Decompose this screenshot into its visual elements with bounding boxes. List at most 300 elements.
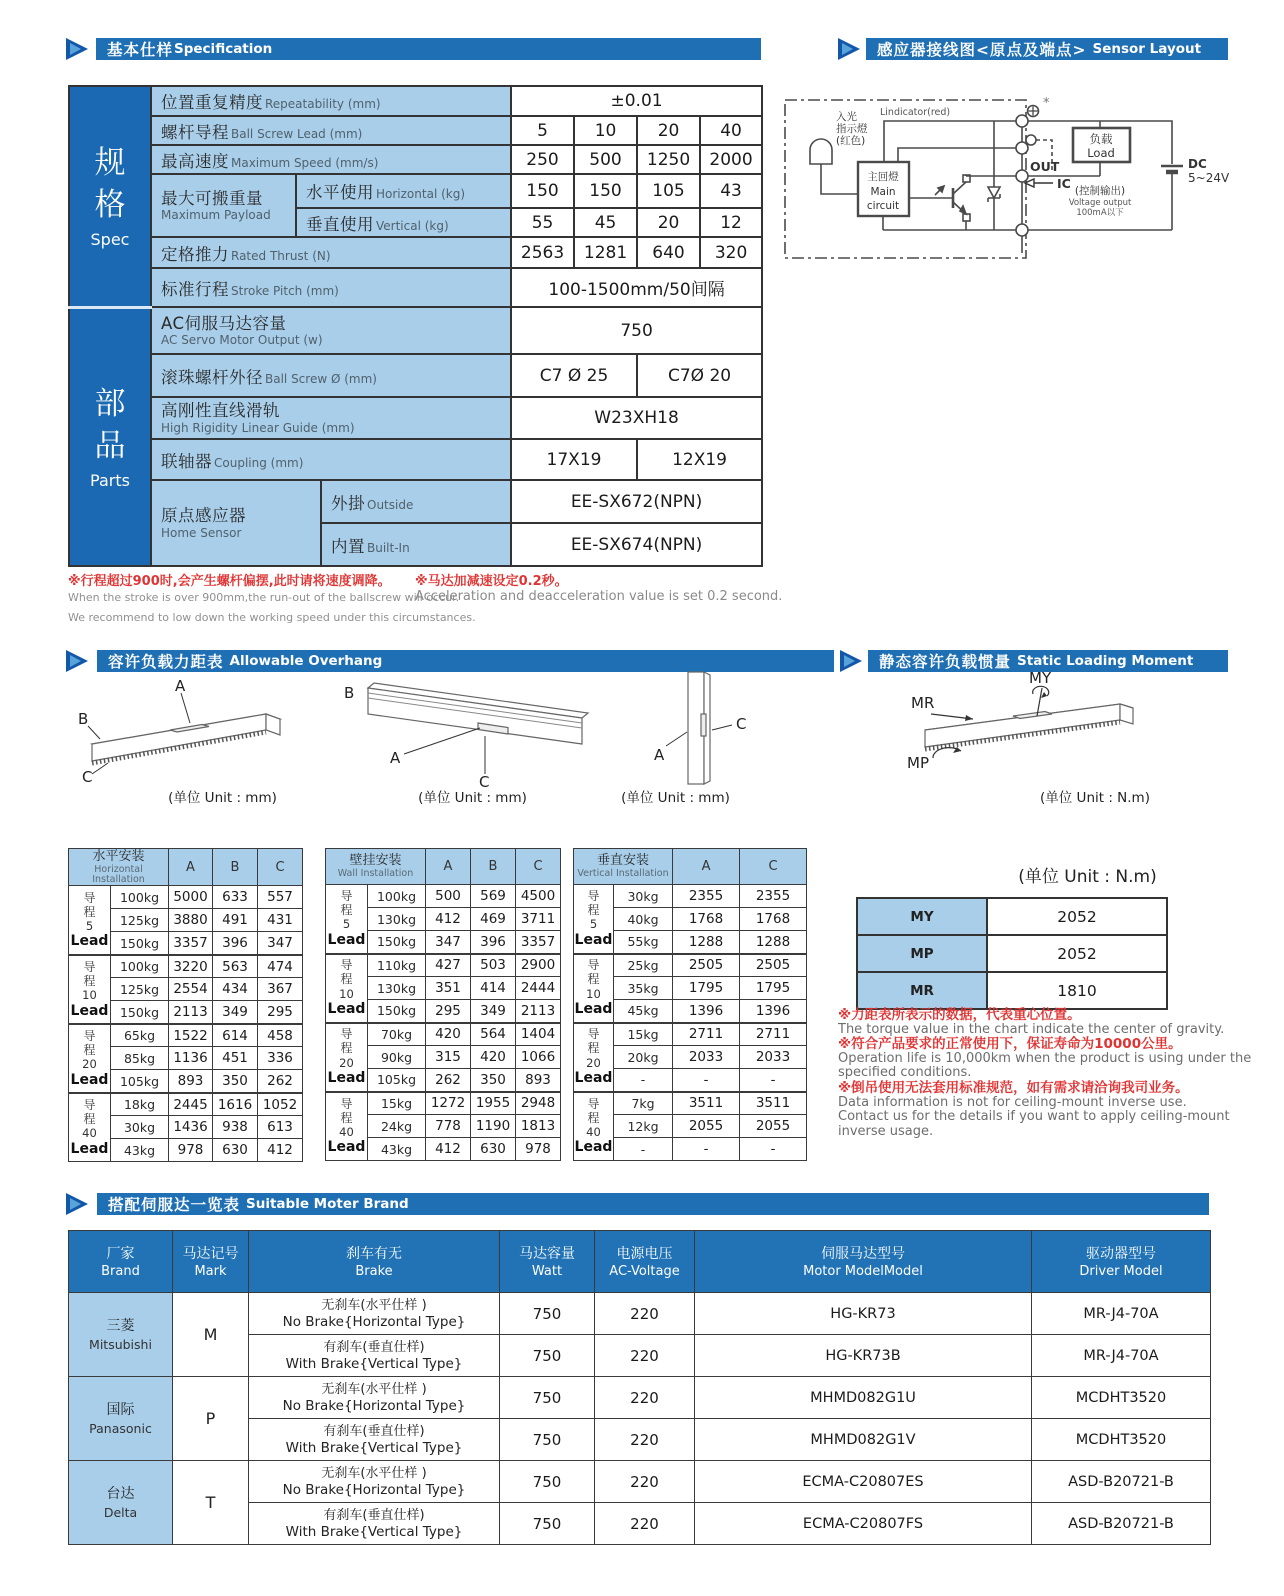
value-cell: 20 bbox=[637, 116, 700, 145]
note-en: inverse usage. bbox=[838, 1123, 934, 1139]
row-label: 定格推力 Rated Thrust (N) bbox=[151, 237, 511, 268]
section-title-en: Allowable Overhang bbox=[229, 653, 383, 669]
payload-weight-cell: 100kg bbox=[368, 885, 426, 908]
overhang-value-cell: 3511 bbox=[740, 1092, 807, 1115]
voltage-cell: 220 bbox=[595, 1335, 695, 1377]
moment-value: 2052 bbox=[987, 898, 1167, 935]
overhang-value-cell: 563 bbox=[213, 955, 258, 978]
label-A: A bbox=[654, 746, 665, 764]
watt-cell: 750 bbox=[500, 1503, 595, 1545]
overhang-value-cell: - bbox=[740, 1138, 807, 1161]
overhang-value-cell: 2033 bbox=[673, 1046, 740, 1069]
label-B: B bbox=[78, 710, 89, 728]
driver-model-cell: MCDHT3520 bbox=[1032, 1419, 1211, 1461]
value-cell: C7Ø 20 bbox=[637, 354, 762, 397]
overhang-value-cell: 414 bbox=[471, 977, 516, 1000]
driver-model-cell: MR-J4-70A bbox=[1032, 1335, 1211, 1377]
overhang-col-header-A: A bbox=[673, 849, 740, 885]
value-cell: 500 bbox=[574, 145, 637, 174]
unit-label-mm: (单位 Unit : mm) bbox=[418, 790, 527, 806]
overhang-value-cell: 5000 bbox=[169, 886, 213, 909]
value-cell: 17X19 bbox=[511, 439, 637, 480]
overhang-col-header-A: A bbox=[426, 849, 471, 885]
overhang-value-cell: 3220 bbox=[169, 955, 213, 978]
svg-text:(控制输出): (控制输出) bbox=[1074, 185, 1126, 197]
label-MY: MY bbox=[1029, 670, 1052, 687]
static-moment-notes bbox=[838, 1007, 1252, 1139]
payload-weight-cell: 24kg bbox=[368, 1115, 426, 1138]
value-cell: 43 bbox=[700, 174, 762, 208]
overhang-value-cell: 630 bbox=[213, 1139, 258, 1162]
overhang-value-cell: 2445 bbox=[169, 1093, 213, 1116]
spec-note-en-right: Acceleration and deacceleration value is set 0.2 second. bbox=[415, 589, 783, 604]
driver-model-cell: MCDHT3520 bbox=[1032, 1377, 1211, 1419]
label-C: C bbox=[736, 715, 747, 733]
svg-text:Main: Main bbox=[870, 186, 896, 198]
motor-model-cell: HG-KR73B bbox=[695, 1335, 1032, 1377]
lead-group-label: 导 程 40 Lead bbox=[69, 1093, 111, 1162]
overhang-value-cell: 367 bbox=[258, 978, 303, 1001]
note-zh: ※力距表所表示的数据，代表重心位置。 bbox=[838, 1007, 1081, 1023]
payload-weight-cell: 45kg bbox=[614, 1000, 673, 1023]
overhang-value-cell: 2900 bbox=[516, 954, 561, 977]
moment-value: 1810 bbox=[987, 972, 1167, 1009]
lead-group-label: 导 程 20 Lead bbox=[69, 1024, 111, 1093]
overhang-table-wall bbox=[325, 848, 561, 1161]
motor-model-cell: ECMA-C20807ES bbox=[695, 1461, 1032, 1503]
overhang-value-cell: 569 bbox=[471, 885, 516, 908]
brake-cell: 有刹车(垂直仕样) With Brake{Vertical Type} bbox=[249, 1335, 500, 1377]
indicator-label: Lindicator(red) bbox=[880, 107, 951, 118]
mark-cell: P bbox=[173, 1377, 249, 1461]
row-sublabel: 内置 Built-In bbox=[321, 523, 511, 566]
static-moment-diagram bbox=[895, 670, 1180, 784]
voltage-cell: 220 bbox=[595, 1503, 695, 1545]
voltage-cell: 220 bbox=[595, 1293, 695, 1335]
overhang-value-cell: 396 bbox=[471, 931, 516, 954]
overhang-value-cell: 431 bbox=[258, 909, 303, 932]
overhang-value-cell: 2948 bbox=[516, 1092, 561, 1115]
overhang-value-cell: 1190 bbox=[471, 1115, 516, 1138]
payload-weight-cell: 125kg bbox=[111, 909, 169, 932]
overhang-value-cell: 2711 bbox=[673, 1023, 740, 1046]
overhang-value-cell: 1522 bbox=[169, 1024, 213, 1047]
note-en: Data information is not for ceiling-mount inverse use. bbox=[838, 1094, 1187, 1110]
payload-weight-cell: 90kg bbox=[368, 1046, 426, 1069]
overhang-value-cell: 3511 bbox=[673, 1092, 740, 1115]
section-title-en: Suitable Moter Brand bbox=[246, 1196, 409, 1212]
overhang-value-cell: 2055 bbox=[740, 1115, 807, 1138]
value-cell: 100-1500mm/50间隔 bbox=[511, 268, 762, 307]
section-arrow-icon bbox=[838, 649, 864, 673]
section-arrow-icon bbox=[836, 37, 862, 61]
overhang-value-cell: 893 bbox=[169, 1070, 213, 1093]
section-header-specification bbox=[96, 38, 761, 60]
overhang-col-header-B: B bbox=[471, 849, 516, 885]
note-en: Contact us for the details if you want to apply ceiling-mount bbox=[838, 1109, 1230, 1125]
label-A: A bbox=[390, 749, 401, 767]
unit-label-nm: (单位 Unit : N.m) bbox=[1040, 790, 1150, 806]
mark-cell: M bbox=[173, 1293, 249, 1377]
svg-text:IC: IC bbox=[1057, 176, 1071, 191]
section-title-zh: 容许负载力距表 bbox=[108, 653, 224, 671]
overhang-value-cell: 1795 bbox=[740, 977, 807, 1000]
value-cell: EE-SX672(NPN) bbox=[511, 480, 762, 523]
overhang-value-cell: 3357 bbox=[169, 932, 213, 955]
overhang-value-cell: 500 bbox=[426, 885, 471, 908]
watt-cell: 750 bbox=[500, 1377, 595, 1419]
overhang-value-cell: 412 bbox=[426, 908, 471, 931]
lead-group-label: 导 程 10 Lead bbox=[326, 954, 368, 1023]
static-moment-table bbox=[856, 897, 1168, 1010]
motor-model-cell: MHMD082G1V bbox=[695, 1419, 1032, 1461]
row-label: 标准行程 Stroke Pitch (mm) bbox=[151, 268, 511, 307]
row-label: 最大可搬重量 Maximum Payload bbox=[151, 174, 296, 237]
lead-group-label: 导 程 20 Lead bbox=[574, 1023, 614, 1092]
payload-weight-cell: 55kg bbox=[614, 931, 673, 954]
section-title-en: Sensor Layout bbox=[1092, 41, 1202, 57]
overhang-value-cell: 1288 bbox=[740, 931, 807, 954]
overhang-value-cell: 2033 bbox=[740, 1046, 807, 1069]
section-header-motor-brand bbox=[97, 1193, 1209, 1215]
lead-group-label: 导 程 5 Lead bbox=[326, 885, 368, 954]
svg-text:主回燈: 主回燈 bbox=[867, 171, 899, 183]
overhang-value-cell: 469 bbox=[471, 908, 516, 931]
brand-cell: 国际 Panasonic bbox=[69, 1377, 173, 1461]
value-cell: 55 bbox=[511, 208, 574, 237]
value-cell: 20 bbox=[637, 208, 700, 237]
note-en: Operation life is 10,000km when the product is using under the bbox=[838, 1050, 1252, 1066]
label-B: B bbox=[344, 684, 355, 702]
payload-weight-cell: 150kg bbox=[111, 932, 169, 955]
spec-note-en1: When the stroke is over 900mm,the run-out of the ballscrew will occur. bbox=[68, 591, 460, 604]
value-cell: 1281 bbox=[574, 237, 637, 268]
payload-weight-cell: 43kg bbox=[368, 1138, 426, 1161]
svg-text:Load: Load bbox=[1087, 146, 1115, 160]
svg-text:Voltage output: Voltage output bbox=[1068, 198, 1132, 208]
payload-weight-cell: 30kg bbox=[614, 885, 673, 908]
overhang-table-title: 垂直安装 Vertical Installation bbox=[574, 849, 673, 885]
row-label: AC伺服马达容量 AC Servo Motor Output (w) bbox=[151, 307, 511, 354]
overhang-value-cell: 633 bbox=[213, 886, 258, 909]
section-title-zh: 基本仕样 bbox=[107, 41, 174, 59]
overhang-value-cell: 1066 bbox=[516, 1046, 561, 1069]
col-header-brake: 刹车有无 Brake bbox=[249, 1231, 500, 1293]
value-cell: 2000 bbox=[700, 145, 762, 174]
label-C: C bbox=[82, 768, 93, 786]
overhang-value-cell: 1436 bbox=[169, 1116, 213, 1139]
overhang-value-cell: 1768 bbox=[673, 908, 740, 931]
svg-text:100mA以下: 100mA以下 bbox=[1076, 208, 1124, 218]
moment-value: 2052 bbox=[987, 935, 1167, 972]
motor-model-cell: ECMA-C20807FS bbox=[695, 1503, 1032, 1545]
brake-cell: 无刹车(水平仕样 ) No Brake{Horizontal Type} bbox=[249, 1377, 500, 1419]
note-en: The torque value in the chart indicate the center of gravity. bbox=[838, 1021, 1225, 1037]
overhang-value-cell: 351 bbox=[426, 977, 471, 1000]
section-title-zh: 静态容许负载惯量 bbox=[879, 653, 1012, 671]
section-header-sensor-layout bbox=[866, 38, 1228, 60]
overhang-value-cell: 1396 bbox=[673, 1000, 740, 1023]
overhang-value-cell: 336 bbox=[258, 1047, 303, 1070]
value-cell: 640 bbox=[637, 237, 700, 268]
svg-text:入光: 入光 bbox=[836, 111, 857, 123]
overhang-value-cell: 315 bbox=[426, 1046, 471, 1069]
overhang-table-title: 水平安装 Horizontal Installation bbox=[69, 849, 169, 886]
overhang-value-cell: 614 bbox=[213, 1024, 258, 1047]
overhang-value-cell: 4500 bbox=[516, 885, 561, 908]
col-header-voltage: 电源电压 AC-Voltage bbox=[595, 1231, 695, 1293]
lead-group-label: 导 程 10 Lead bbox=[574, 954, 614, 1023]
mark-cell: T bbox=[173, 1461, 249, 1545]
lead-group-label: 导 程 5 Lead bbox=[574, 885, 614, 954]
brake-cell: 有刹车(垂直仕样) With Brake{Vertical Type} bbox=[249, 1503, 500, 1545]
row-label: 原点感应器 Home Sensor bbox=[151, 480, 321, 566]
overhang-value-cell: 2113 bbox=[169, 1001, 213, 1024]
payload-weight-cell: 43kg bbox=[111, 1139, 169, 1162]
payload-weight-cell: 18kg bbox=[111, 1093, 169, 1116]
spec-side-header bbox=[69, 86, 151, 307]
moment-label: MY bbox=[857, 898, 987, 935]
note-zh: ※倒吊使用无法套用标准规范，如有需求请洽询我司业务。 bbox=[838, 1079, 1189, 1096]
value-cell: ±0.01 bbox=[511, 86, 762, 116]
svg-text:DC: DC bbox=[1188, 157, 1207, 171]
row-sublabel: 垂直使用 Vertical (kg) bbox=[296, 208, 511, 237]
col-header-mark: 马达记号 Mark bbox=[173, 1231, 249, 1293]
driver-model-cell: ASD-B20721-B bbox=[1032, 1503, 1211, 1545]
row-label: 滚珠螺杆外径 Ball Screw Ø (mm) bbox=[151, 354, 511, 397]
overhang-table-vertical bbox=[573, 848, 807, 1161]
overhang-value-cell: 3357 bbox=[516, 931, 561, 954]
watt-cell: 750 bbox=[500, 1335, 595, 1377]
lead-group-label: 导 程 40 Lead bbox=[574, 1092, 614, 1161]
value-cell: 5 bbox=[511, 116, 574, 145]
overhang-value-cell: 262 bbox=[258, 1070, 303, 1093]
overhang-value-cell: - bbox=[673, 1069, 740, 1092]
moment-label: MP bbox=[857, 935, 987, 972]
lead-group-label: 导 程 10 Lead bbox=[69, 955, 111, 1024]
section-title-zh: 搭配伺服达一览表 bbox=[108, 1196, 241, 1214]
overhang-value-cell: 1616 bbox=[213, 1093, 258, 1116]
value-cell: 250 bbox=[511, 145, 574, 174]
payload-weight-cell: 105kg bbox=[111, 1070, 169, 1093]
col-header-watt: 马达容量 Watt bbox=[500, 1231, 595, 1293]
overhang-diagram-horizontal bbox=[78, 678, 328, 786]
value-cell: 40 bbox=[700, 116, 762, 145]
overhang-value-cell: 396 bbox=[213, 932, 258, 955]
voltage-cell: 220 bbox=[595, 1377, 695, 1419]
overhang-value-cell: 778 bbox=[426, 1115, 471, 1138]
payload-weight-cell: 130kg bbox=[368, 977, 426, 1000]
payload-weight-cell: - bbox=[614, 1069, 673, 1092]
section-header-static-moment bbox=[868, 650, 1228, 672]
overhang-value-cell: 347 bbox=[258, 932, 303, 955]
payload-weight-cell: 85kg bbox=[111, 1047, 169, 1070]
label-MR: MR bbox=[911, 694, 935, 712]
overhang-col-header-B: B bbox=[213, 849, 258, 886]
payload-weight-cell: 12kg bbox=[614, 1115, 673, 1138]
overhang-value-cell: 451 bbox=[213, 1047, 258, 1070]
overhang-value-cell: 1813 bbox=[516, 1115, 561, 1138]
payload-weight-cell: 65kg bbox=[111, 1024, 169, 1047]
value-cell: 12 bbox=[700, 208, 762, 237]
col-header-driver-model: 驱动器型号 Driver Model bbox=[1032, 1231, 1211, 1293]
value-cell: 320 bbox=[700, 237, 762, 268]
payload-weight-cell: 100kg bbox=[111, 955, 169, 978]
overhang-value-cell: 350 bbox=[471, 1069, 516, 1092]
row-sublabel: 外掛 Outside bbox=[321, 480, 511, 523]
watt-cell: 750 bbox=[500, 1293, 595, 1335]
overhang-value-cell: 412 bbox=[426, 1138, 471, 1161]
overhang-value-cell: 3711 bbox=[516, 908, 561, 931]
overhang-value-cell: 503 bbox=[471, 954, 516, 977]
side-label-zh: 部品 bbox=[94, 385, 126, 464]
row-label: 联轴器 Coupling (mm) bbox=[151, 439, 511, 480]
section-title-zh: 感应器接线图<原点及端点> bbox=[877, 41, 1087, 59]
col-header-motor-model: 伺服马达型号 Motor ModelModel bbox=[695, 1231, 1032, 1293]
svg-text:5~24V: 5~24V bbox=[1188, 171, 1230, 185]
svg-text:负载: 负载 bbox=[1089, 132, 1113, 146]
row-label: 最高速度 Maximum Speed (mm/s) bbox=[151, 145, 511, 174]
svg-text:指示燈: 指示燈 bbox=[836, 123, 868, 135]
overhang-value-cell: 491 bbox=[213, 909, 258, 932]
overhang-value-cell: 350 bbox=[213, 1070, 258, 1093]
overhang-value-cell: 2444 bbox=[516, 977, 561, 1000]
motor-model-cell: MHMD082G1U bbox=[695, 1377, 1032, 1419]
label-MP: MP bbox=[907, 754, 929, 772]
brake-cell: 有刹车(垂直仕样) With Brake{Vertical Type} bbox=[249, 1419, 500, 1461]
overhang-value-cell: 2505 bbox=[740, 954, 807, 977]
overhang-col-header-C: C bbox=[258, 849, 303, 886]
overhang-col-header-C: C bbox=[516, 849, 561, 885]
lead-group-label: 导 程 40 Lead bbox=[326, 1092, 368, 1161]
overhang-value-cell: 2711 bbox=[740, 1023, 807, 1046]
watt-cell: 750 bbox=[500, 1461, 595, 1503]
section-arrow-icon bbox=[64, 649, 90, 673]
value-cell: 10 bbox=[574, 116, 637, 145]
svg-text:circuit: circuit bbox=[866, 200, 900, 212]
overhang-value-cell: 1955 bbox=[471, 1092, 516, 1115]
payload-weight-cell: 20kg bbox=[614, 1046, 673, 1069]
overhang-value-cell: 630 bbox=[471, 1138, 516, 1161]
overhang-value-cell: 2355 bbox=[673, 885, 740, 908]
section-title-en: Static Loading Moment bbox=[1017, 653, 1194, 669]
overhang-col-header-C: C bbox=[740, 849, 807, 885]
payload-weight-cell: 130kg bbox=[368, 908, 426, 931]
payload-weight-cell: 105kg bbox=[368, 1069, 426, 1092]
payload-weight-cell: - bbox=[614, 1138, 673, 1161]
overhang-value-cell: 474 bbox=[258, 955, 303, 978]
moment-label: MR bbox=[857, 972, 987, 1009]
overhang-value-cell: 613 bbox=[258, 1116, 303, 1139]
brand-cell: 台达 Delta bbox=[69, 1461, 173, 1545]
overhang-table-horizontal bbox=[68, 848, 303, 1162]
section-arrow-icon bbox=[64, 37, 90, 61]
overhang-value-cell: 420 bbox=[471, 1046, 516, 1069]
row-label: 高刚性直线滑轨 High Rigidity Linear Guide (mm) bbox=[151, 397, 511, 439]
value-cell: 150 bbox=[574, 174, 637, 208]
payload-weight-cell: 15kg bbox=[614, 1023, 673, 1046]
row-label: 螺杆导程 Ball Screw Lead (mm) bbox=[151, 116, 511, 145]
overhang-value-cell: 893 bbox=[516, 1069, 561, 1092]
overhang-value-cell: 347 bbox=[426, 931, 471, 954]
side-label-zh: 规格 bbox=[94, 145, 126, 224]
note-zh: ※符合产品要求的正常使用下，保证寿命为10000公里。 bbox=[838, 1036, 1182, 1053]
overhang-value-cell: - bbox=[740, 1069, 807, 1092]
spec-note-red-left: ※行程超过900时,会产生螺杆偏摆,此时请将速度调降。 bbox=[68, 574, 391, 589]
driver-model-cell: ASD-B20721-B bbox=[1032, 1461, 1211, 1503]
overhang-value-cell: 434 bbox=[213, 978, 258, 1001]
payload-weight-cell: 100kg bbox=[111, 886, 169, 909]
unit-label-nm-large: (单位 Unit : N.m) bbox=[1018, 867, 1157, 887]
overhang-value-cell: 2505 bbox=[673, 954, 740, 977]
overhang-value-cell: 3880 bbox=[169, 909, 213, 932]
side-label-en: Parts bbox=[90, 470, 130, 490]
overhang-value-cell: 427 bbox=[426, 954, 471, 977]
overhang-value-cell: 412 bbox=[258, 1139, 303, 1162]
label-A: A bbox=[175, 678, 186, 695]
overhang-diagram-wall bbox=[330, 668, 620, 788]
section-arrow-icon bbox=[64, 1192, 90, 1216]
lead-group-label: 导 程 5 Lead bbox=[69, 886, 111, 955]
value-cell: 1250 bbox=[637, 145, 700, 174]
col-header-brand: 厂家 Brand bbox=[69, 1231, 173, 1293]
row-label: 位置重复精度 Repeatability (mm) bbox=[151, 86, 511, 116]
value-cell: 45 bbox=[574, 208, 637, 237]
overhang-value-cell: 978 bbox=[169, 1139, 213, 1162]
motor-model-cell: HG-KR73 bbox=[695, 1293, 1032, 1335]
payload-weight-cell: 125kg bbox=[111, 978, 169, 1001]
value-cell: EE-SX674(NPN) bbox=[511, 523, 762, 566]
overhang-value-cell: 557 bbox=[258, 886, 303, 909]
overhang-value-cell: 1795 bbox=[673, 977, 740, 1000]
overhang-value-cell: 295 bbox=[426, 1000, 471, 1023]
overhang-value-cell: 1768 bbox=[740, 908, 807, 931]
overhang-table-title: 壁挂安装 Wall Installation bbox=[326, 849, 426, 885]
overhang-value-cell: 564 bbox=[471, 1023, 516, 1046]
overhang-value-cell: 2554 bbox=[169, 978, 213, 1001]
payload-weight-cell: 150kg bbox=[368, 931, 426, 954]
lead-group-label: 导 程 20 Lead bbox=[326, 1023, 368, 1092]
overhang-value-cell: 1396 bbox=[740, 1000, 807, 1023]
payload-weight-cell: 150kg bbox=[368, 1000, 426, 1023]
brand-cell: 三菱 Mitsubishi bbox=[69, 1293, 173, 1377]
overhang-value-cell: 458 bbox=[258, 1024, 303, 1047]
overhang-value-cell: - bbox=[673, 1138, 740, 1161]
note-en: specified conditions. bbox=[838, 1065, 972, 1081]
payload-weight-cell: 30kg bbox=[111, 1116, 169, 1139]
overhang-value-cell: 420 bbox=[426, 1023, 471, 1046]
brake-cell: 无刹车(水平仕样 ) No Brake{Horizontal Type} bbox=[249, 1461, 500, 1503]
brake-cell: 无刹车(水平仕样 ) No Brake{Horizontal Type} bbox=[249, 1293, 500, 1335]
value-cell: 150 bbox=[511, 174, 574, 208]
row-sublabel: 水平使用 Horizontal (kg) bbox=[296, 174, 511, 208]
payload-weight-cell: 15kg bbox=[368, 1092, 426, 1115]
overhang-col-header-A: A bbox=[169, 849, 213, 886]
payload-weight-cell: 70kg bbox=[368, 1023, 426, 1046]
voltage-cell: 220 bbox=[595, 1461, 695, 1503]
overhang-value-cell: 1136 bbox=[169, 1047, 213, 1070]
svg-text:OUT: OUT bbox=[1030, 159, 1060, 174]
value-cell: C7 Ø 25 bbox=[511, 354, 637, 397]
overhang-value-cell: 938 bbox=[213, 1116, 258, 1139]
value-cell: 12X19 bbox=[637, 439, 762, 480]
parts-side-header bbox=[69, 307, 151, 566]
sensor-circuit-diagram bbox=[770, 92, 1248, 264]
spec-note-red-right: ※马达加减速设定0.2秒。 bbox=[415, 574, 568, 589]
value-cell: W23XH18 bbox=[511, 397, 762, 439]
value-cell: 105 bbox=[637, 174, 700, 208]
driver-model-cell: MR-J4-70A bbox=[1032, 1293, 1211, 1335]
